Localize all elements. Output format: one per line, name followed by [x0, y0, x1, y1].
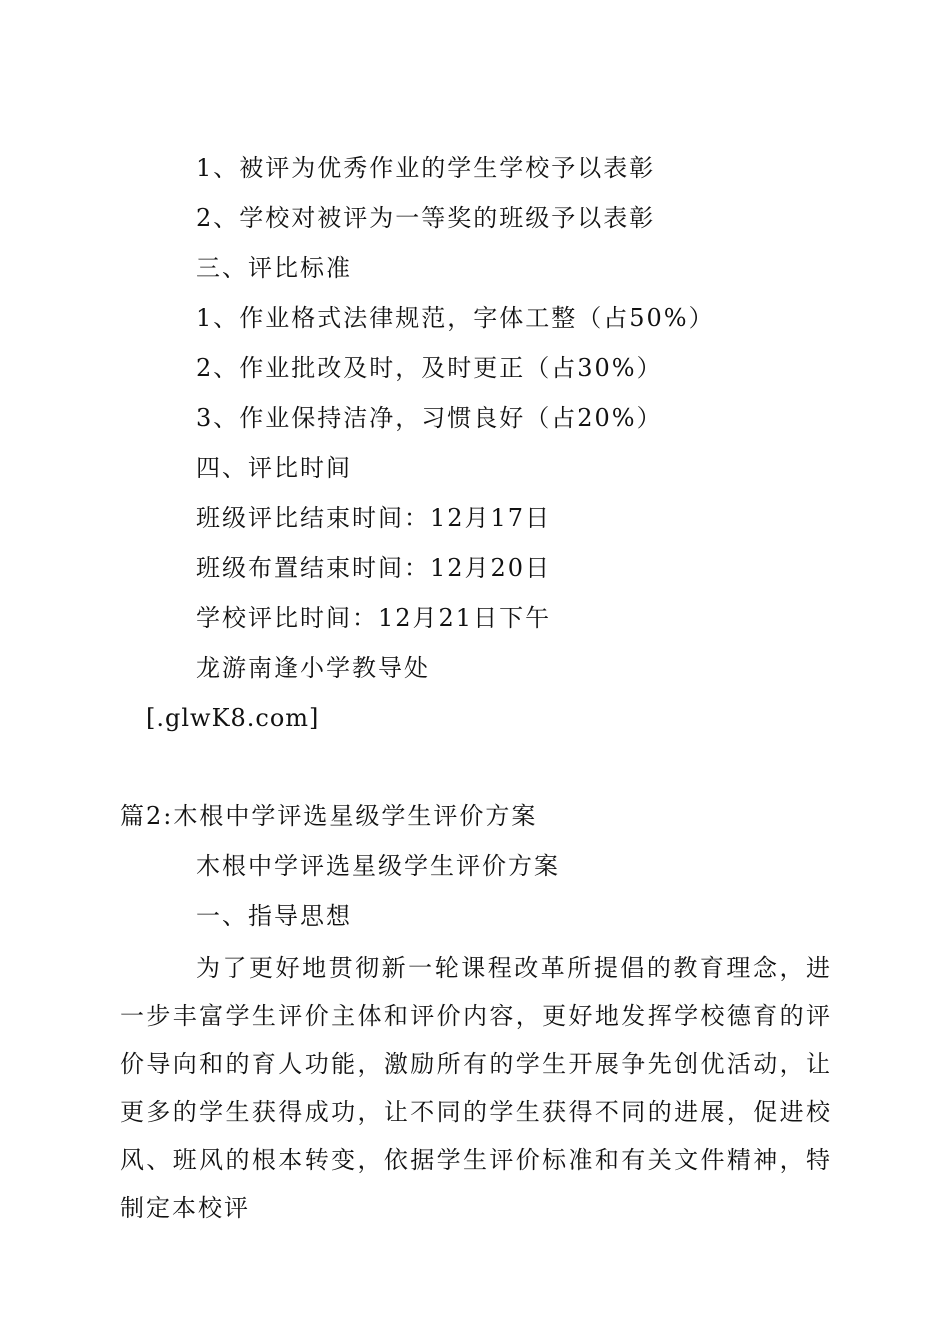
article-title: 木根中学评选星级学生评价方案: [196, 852, 560, 880]
section-heading-criteria: 三、评比标准: [196, 254, 352, 282]
criteria-item-3: 3、作业保持洁净，习惯良好（占20%）: [196, 404, 663, 432]
time-item-2: 班级布置结束时间：12月20日: [196, 554, 552, 582]
criteria-item-1: 1、作业格式法律规范，字体工整（占50%）: [196, 304, 715, 332]
section-heading-time: 四、评比时间: [196, 454, 352, 482]
issuer-signature: 龙游南逢小学教导处: [196, 654, 430, 682]
body-paragraph: 为了更好地贯彻新一轮课程改革所提倡的教育理念，进一步丰富学生评价主体和评价内容，更好地发挥学校德育的评价导向和的育人功能，激励所有的学生开展争先创优活动，让更多的学生获得成功，让不同的学生获得不同的进展，促进校风、班风的根本转变，依据学生评价标准和有关文件精神，特制定本校评: [120, 954, 832, 1222]
criteria-item-2: 2、作业批改及时，及时更正（占30%）: [196, 354, 663, 382]
rule-item-2: 2、学校对被评为一等奖的班级予以表彰: [196, 204, 656, 232]
source-link[interactable]: [.glwK8.com]: [146, 704, 320, 732]
time-item-3: 学校评比时间：12月21日下午: [196, 604, 552, 632]
section-heading-guiding: 一、指导思想: [196, 902, 352, 930]
rule-item-1: 1、被评为优秀作业的学生学校予以表彰: [196, 154, 656, 182]
article-heading: 篇2:木根中学评选星级学生评价方案: [120, 802, 538, 830]
time-item-1: 班级评比结束时间：12月17日: [196, 504, 552, 532]
